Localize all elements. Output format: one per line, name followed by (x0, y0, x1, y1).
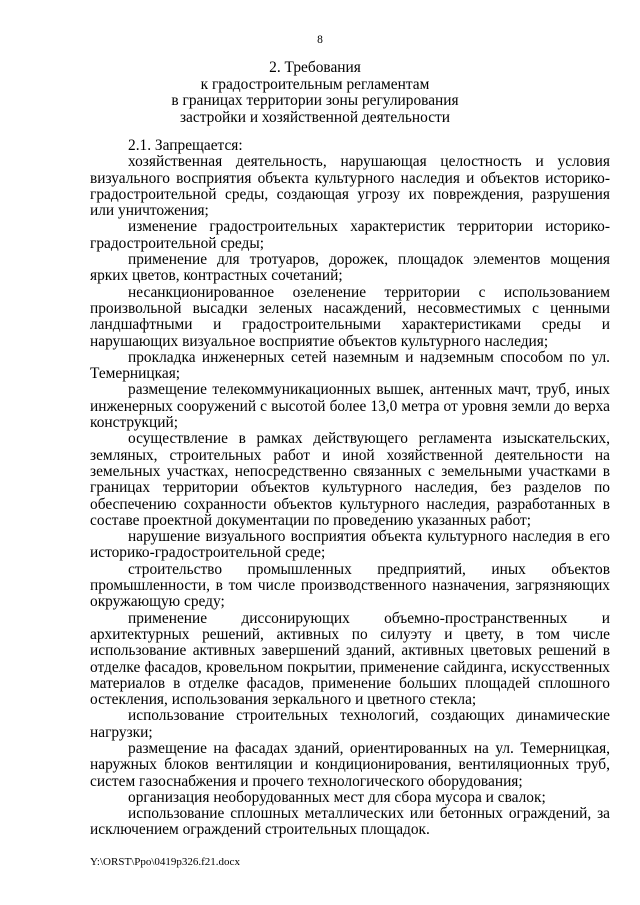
file-path-footer: Y:\ORST\Ppo\0419p326.f21.docx (90, 856, 240, 868)
list-item: нарушение визуального восприятия объекта культурного наследия в его историко-градостроительной среде; (90, 528, 610, 562)
heading-line-1: 2. Требования (269, 59, 361, 76)
list-item: прокладка инженерных сетей наземным и надземным способом по ул. Темерницкая; (90, 348, 610, 383)
list-item: размещение на фасадах зданий, ориентированных на ул. Темерницкая, наружных блоков вентиляции и кондиционирования, вентиляционных труб, систем газоснабжения и прочего технологического оборудования; (90, 739, 610, 790)
list-item: осуществление в рамках действующего регламента изыскательских, земляных, строительных работ и иной хозяйственной деятельности на земельных участках, непосредственно связанных с земельными участками в границах территории объектов культурного наследия, без разделов по обеспечению сохранности объектов культурного наследия, разработанных в составе проектной документации по проведению указанных работ; (90, 430, 610, 529)
list-item: строительство промышленных предприятий, иных объектов промышленности, в том числе производственного назначения, загрязняющих окружающую среду; (90, 560, 610, 611)
list-item: несанкционированное озеленение территории с использованием произвольной высадки зеленых насаждений, несовместимых с ценными ландшафтными и градостроительными характеристиками среды и нарушающих визуальное восприятие объектов культурного наследия; (90, 283, 610, 350)
list-item: применение диссонирующих объемно-пространственных и архитектурных решений, активных по силуэту и цвету, в том числе использование активных завершений зданий, активных цветовых решений в отделке фасадов, кровельном покрытии, применение сайдинга, искусственных материалов в отделке фасадов, применение больших площадей сплошного остекления, использования зеркального и цветного стекла; (90, 609, 610, 709)
heading-line-2: к градостроительным регламентам (200, 75, 430, 93)
list-item: применение для тротуаров, дорожек, площадок элементов мощения ярких цветов, контрастных сочетаний; (90, 251, 610, 285)
subsection-intro: 2.1. Запрещается: (128, 137, 243, 154)
page-number: 8 (317, 34, 323, 46)
list-item: хозяйственная деятельность, нарушающая целостность и условия визуального восприятия объекта культурного наследия и объектов историко-градостроительной среды, создающая угрозу их повреждения, разрушения или уничтожения; (90, 153, 610, 220)
heading-line-4: застройки и хозяйственной деятельности (179, 108, 451, 126)
list-item: использование строительных технологий, создающих динамические нагрузки; (90, 707, 610, 741)
section-body (90, 138, 610, 839)
list-item: изменение градостроительных характеристик территории историко-градостроительной среды; (90, 218, 610, 252)
list-item: использование сплошных металлических или бетонных ограждений, за исключением ограждений строительных площадок. (90, 805, 610, 839)
heading-line-3: в границах территории зоны регулирования (171, 92, 459, 109)
list-item: организация необорудованных мест для сбора мусора и свалок; (128, 788, 546, 806)
section-heading (90, 60, 540, 126)
list-item: размещение телекоммуникационных вышек, антенных мачт, труб, иных инженерных сооружений с высотой более 13,0 метра от уровня земли до верха конструкций; (90, 381, 610, 432)
